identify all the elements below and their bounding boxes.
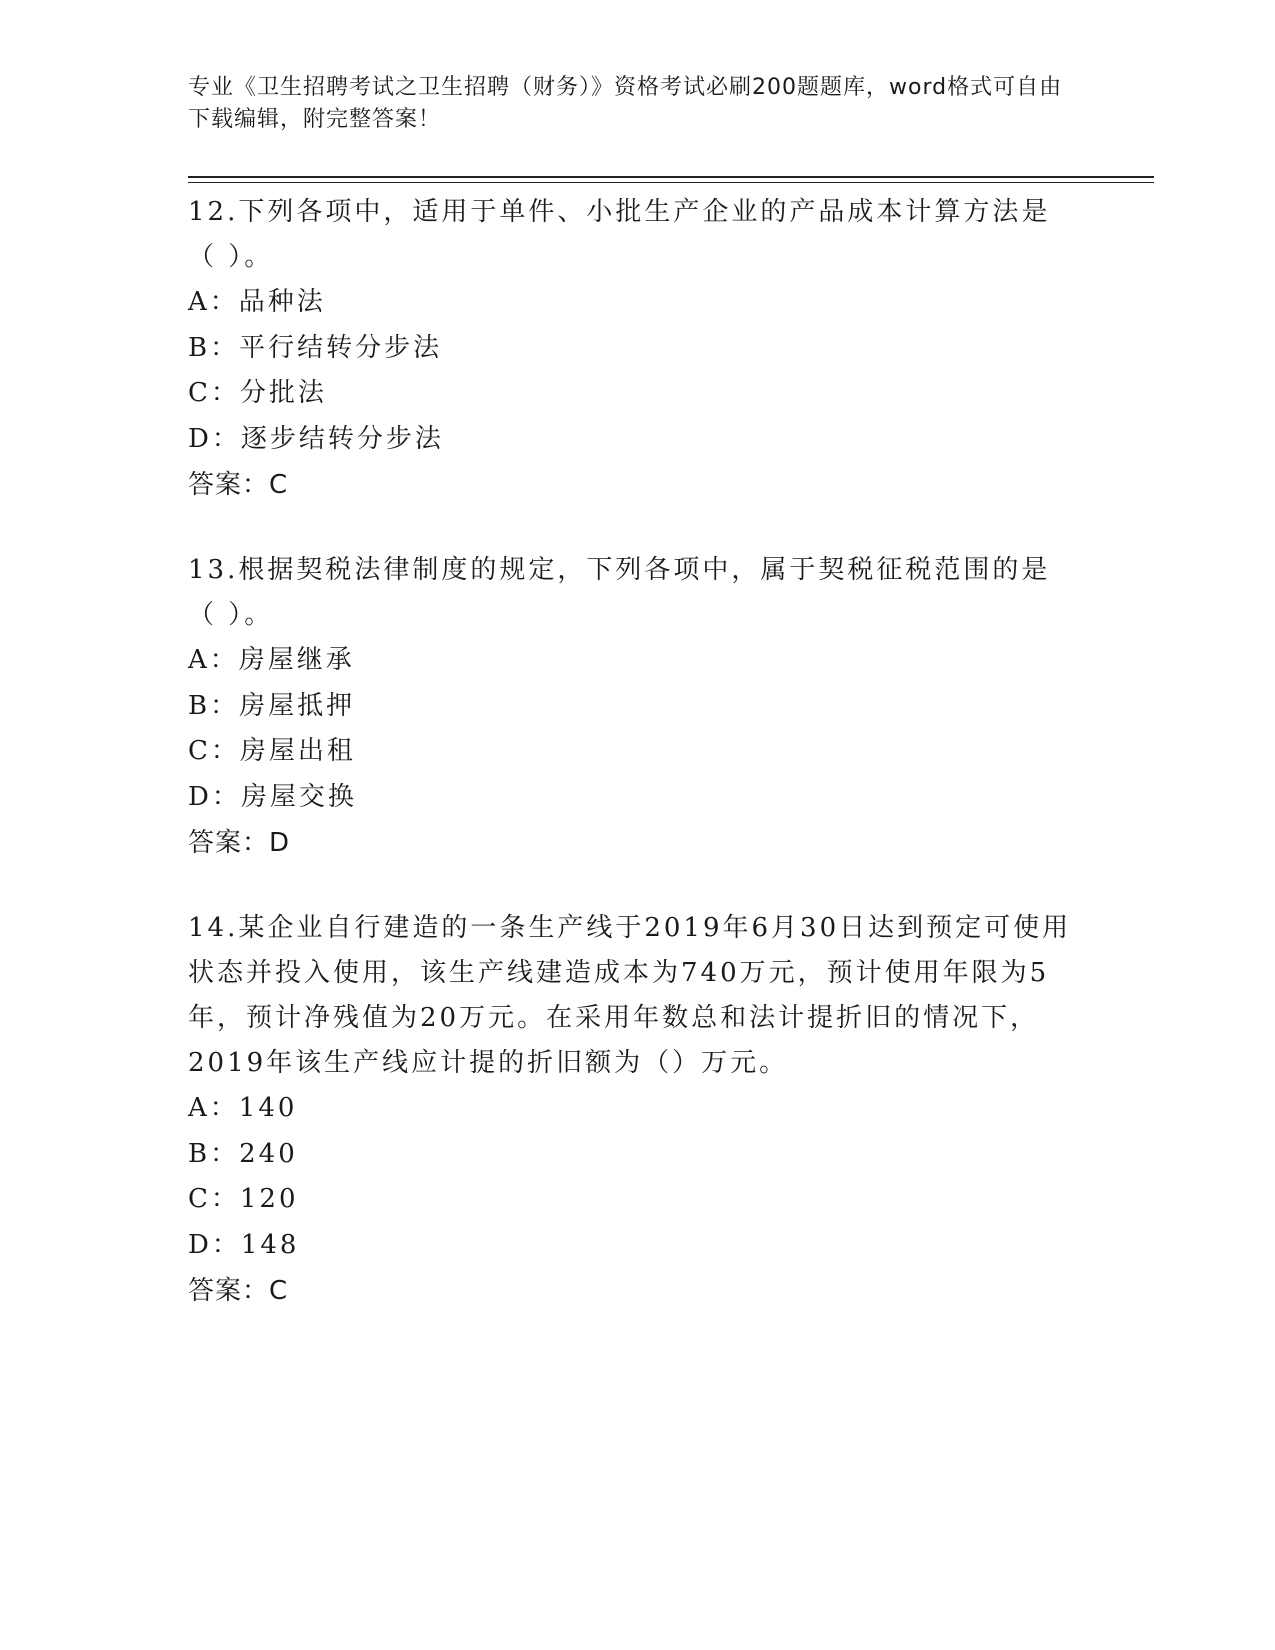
option-c: C：房屋出租 bbox=[188, 736, 356, 766]
header-divider-thin bbox=[188, 182, 1154, 183]
question-13 bbox=[188, 548, 1078, 866]
option-c: C：分批法 bbox=[188, 378, 327, 408]
question-stem: 14.某企业自行建造的一条生产线于2019年6月30日达到预定可使用状态并投入使用，该生产线建造成本为740万元，预计使用年限为5年，预计净残值为20万元。在采用年数总和法计提折旧的情况下，2019年该生产线应计提的折旧额为（）万元。 bbox=[188, 913, 1072, 1078]
option-d: D：逐步结转分步法 bbox=[188, 423, 444, 454]
option-b: B：240 bbox=[188, 1138, 298, 1169]
option-c: C：120 bbox=[188, 1184, 299, 1214]
option-d: D：房屋交换 bbox=[188, 781, 357, 812]
option-b: B：房屋抵押 bbox=[188, 690, 356, 721]
question-12 bbox=[188, 190, 1078, 508]
option-a: A：140 bbox=[188, 1093, 298, 1123]
option-b: B：平行结转分步法 bbox=[188, 332, 443, 363]
option-d: D：148 bbox=[188, 1229, 300, 1260]
question-stem: 13.根据契税法律制度的规定，下列各项中，属于契税征税范围的是（ ）。 bbox=[188, 555, 1051, 630]
answer-line: 答案：D bbox=[188, 828, 291, 858]
answer-line: 答案：C bbox=[188, 470, 289, 500]
question-14 bbox=[188, 906, 1078, 1314]
document-header: 专业《卫生招聘考试之卫生招聘（财务）》资格考试必刷200题题库，word格式可自由下载编辑，附完整答案！ bbox=[188, 75, 1063, 132]
header-divider-thick bbox=[188, 176, 1154, 178]
option-a: A：房屋继承 bbox=[188, 645, 355, 675]
option-a: A：品种法 bbox=[188, 287, 326, 317]
answer-line: 答案：C bbox=[188, 1276, 289, 1306]
question-stem: 12.下列各项中，适用于单件、小批生产企业的产品成本计算方法是（ ）。 bbox=[188, 197, 1051, 272]
question-list bbox=[188, 190, 1078, 1354]
